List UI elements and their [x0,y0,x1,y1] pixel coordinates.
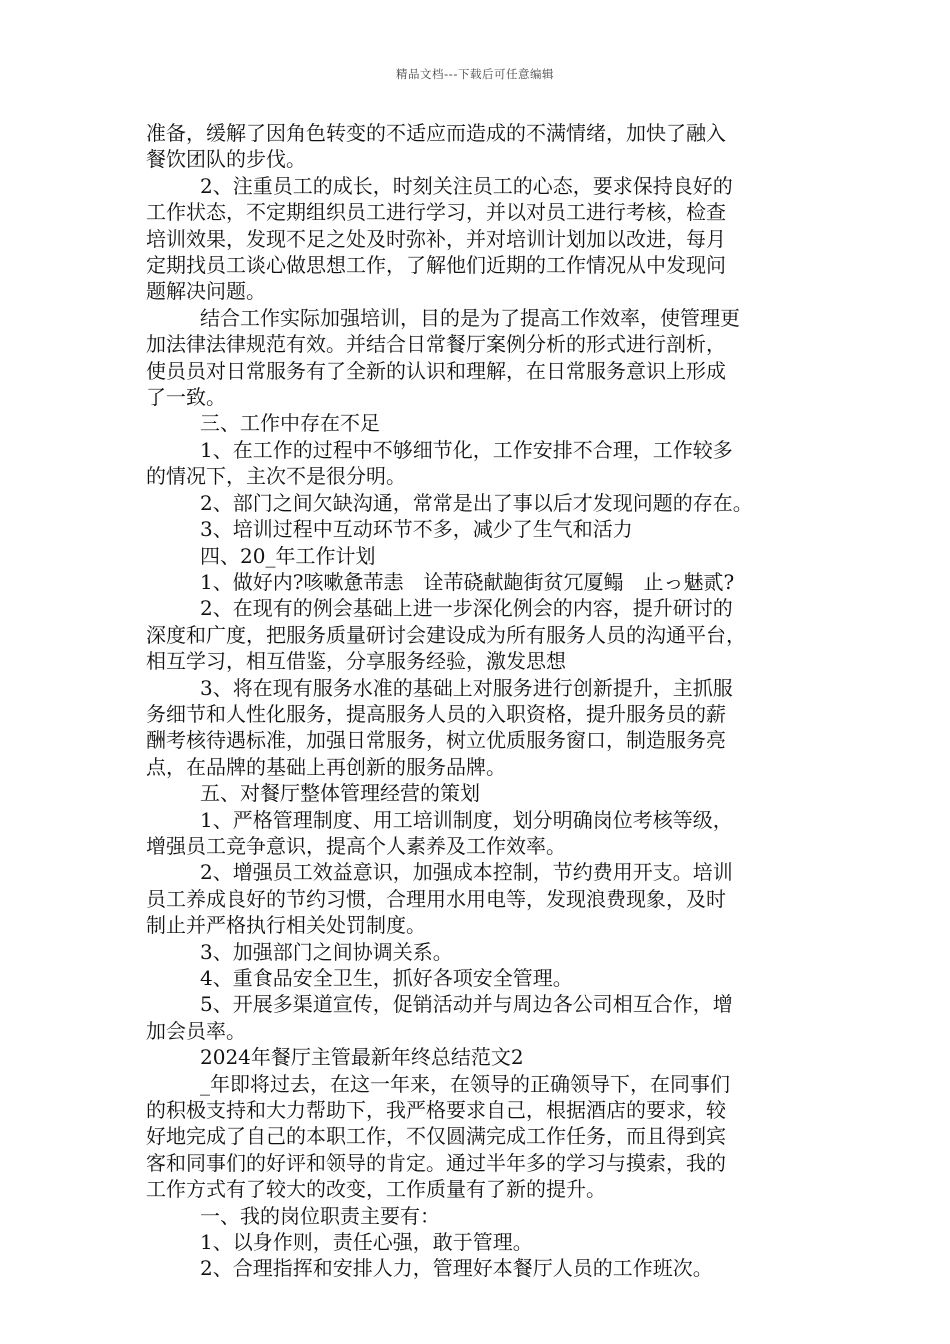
text-line: 的情况下，主次不是很分明。 [146,464,406,489]
text-line: 加会员率。 [146,1018,246,1043]
text-line: 2024年餐厅主管最新年终总结范文2 [200,1045,524,1070]
text-line: 5、开展多渠道宣传，促销活动并与周边各公司相互合作，增 [200,992,733,1017]
text-line: 一、我的岗位职责主要有： [200,1203,440,1228]
text-line: 培训效果，发现不足之处及时弥补，并对培训计划加以改进，每月 [146,226,726,251]
text-line: 务细节和人性化服务，提高服务人员的入职资格，提升服务员的薪 [146,701,726,726]
text-line: 1、以身作则，责任心强，敢于管理。 [200,1230,533,1255]
text-line: 结合工作实际加强培训，目的是为了提高工作效率，使管理更 [200,305,740,330]
text-line: 3、培训过程中互动环节不多，减少了生气和活力 [200,517,633,542]
text-line: 深度和广度，把服务质量研讨会建设成为所有服务人员的沟通平台， [146,622,746,647]
text-line: 工作状态，不定期组织员工进行学习，并以对员工进行考核，检查 [146,200,726,225]
text-line: 1、在工作的过程中不够细节化，工作安排不合理，工作较多 [200,437,733,462]
text-line: 题解决问题。 [146,279,266,304]
text-line: 了一致。 [146,385,226,410]
text-line: 加法律法律规范有效。并结合日常餐厅案例分析的形式进行剖析， [146,332,726,357]
document-body [146,120,826,1282]
text-line: 的积极支持和大力帮助下，我严格要求自己，根据酒店的要求，较 [146,1098,726,1123]
text-line: 准备，缓解了因角色转变的不适应而造成的不满情绪，加快了融入 [146,121,726,145]
text-line: 1、做好内?咳嗽惫芾恚 诠芾硗献龅街贫冗厦鳎 止っ魅贰? [200,569,735,594]
text-line: 三、工作中存在不足 [200,411,380,436]
text-line: 3、将在现有服务水准的基础上对服务进行创新提升，主抓服 [200,675,733,700]
text-line: 五、对餐厅整体管理经营的策划 [200,781,480,806]
text-line: 制止并严格执行相关处罚制度。 [146,913,426,938]
text-line: 工作方式有了较大的改变，工作质量有了新的提升。 [146,1177,606,1202]
text-line: 2、增强员工效益意识，加强成本控制，节约费用开支。培训 [200,860,733,885]
text-line: 好地完成了自己的本职工作，不仅圆满完成工作任务，而且得到宾 [146,1124,726,1149]
text-line: 定期找员工谈心做思想工作，了解他们近期的工作情况从中发现问 [146,253,726,278]
text-line: 四、20_年工作计划 [200,543,376,568]
text-line: 点，在品牌的基础上再创新的服务品牌。 [146,754,506,779]
text-line: 酬考核待遇标准，加强日常服务，树立优质服务窗口，制造服务亮 [146,728,726,753]
text-line: 相互学习，相互借鉴，分享服务经验，激发思想 [146,649,566,674]
text-line: 餐饮团队的步伐。 [146,147,306,172]
page-header: 精品文档---下载后可任意编辑 [396,67,554,81]
text-line: 2、注重员工的成长，时刻关注员工的心态，要求保持良好的 [200,173,733,198]
text-line: 增强员工竞争意识，提高个人素养及工作效率。 [146,833,566,858]
text-line: _年即将过去，在这一年来，在领导的正确领导下，在同事们 [200,1071,730,1096]
text-line: 员工养成良好的节约习惯，合理用水用电等，发现浪费现象，及时 [146,886,726,911]
text-line: 4、重食品安全卫生，抓好各项安全管理。 [200,966,573,990]
text-line: 客和同事们的好评和领导的肯定。通过半年多的学习与摸索，我的 [146,1150,726,1175]
text-line: 使员员对日常服务有了全新的认识和理解，在日常服务意识上形成 [146,358,726,383]
text-line: 2、在现有的例会基础上进一步深化例会的内容，提升研讨的 [200,596,733,621]
text-line: 1、严格管理制度、用工培训制度，划分明确岗位考核等级， [200,807,733,832]
text-line: 3、加强部门之间协调关系。 [200,939,453,964]
text-line: 2、合理指挥和安排人力，管理好本餐厅人员的工作班次。 [200,1256,713,1281]
text-line: 2、部门之间欠缺沟通，常常是出了事以后才发现问题的存在。 [200,490,753,515]
